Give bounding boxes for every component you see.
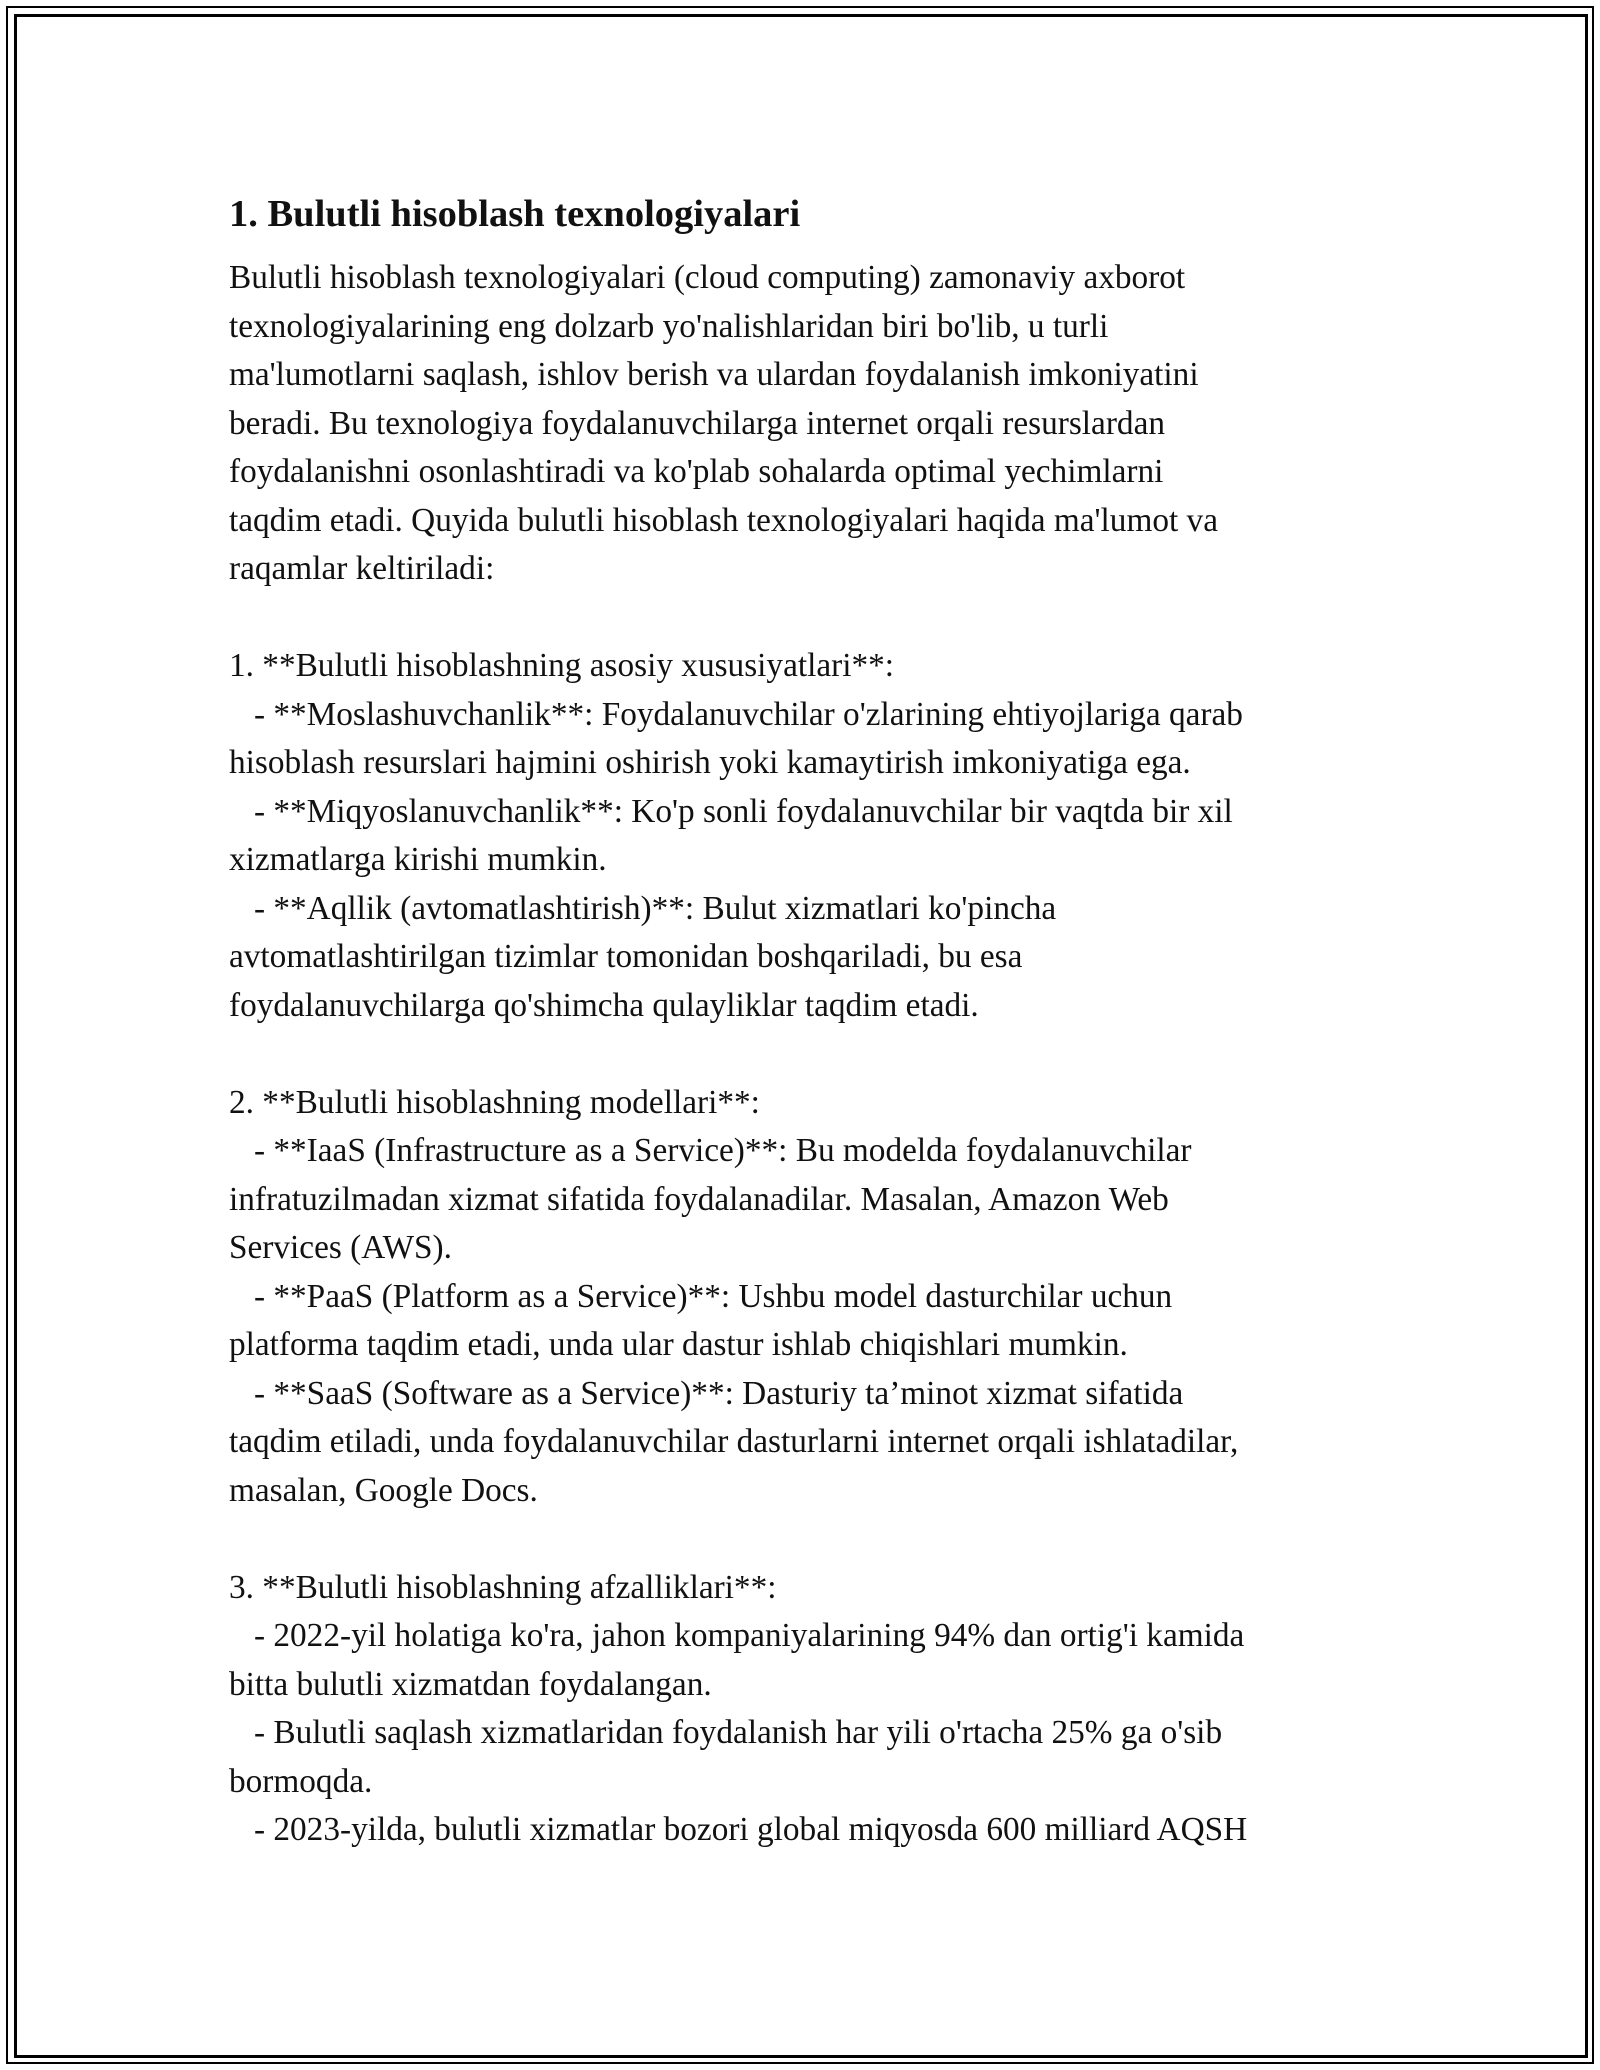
text-line: taqdim etadi. Quyida bulutli hisoblash texnologiyalari haqida ma'lumot va [229,501,1218,539]
text-line: ma'lumotlarni saqlash, ishlov berish va ulardan foydalanish imkoniyatini [229,356,1199,393]
text-line: xizmatlarga kirishi mumkin. [229,841,607,878]
text-line: Bulutli hisoblash texnologiyalari (cloud computing) zamonaviy axborot [229,259,1186,296]
text-line: - **IaaS (Infrastructure as a Service)**: Bu modelda foydalanuvchilar [229,1132,1192,1169]
document-body [229,186,1429,1855]
text-line: beradi. Bu texnologiya foydalanuvchilarga internet orqali resurslardan [229,404,1166,442]
text-line: 3. **Bulutli hisoblashning afzalliklari**: [229,1568,777,1606]
text-line: - Bulutli saqlash xizmatlaridan foydalanish har yili o'rtacha 25% ga o'sib [229,1714,1223,1751]
text-line: 2. **Bulutli hisoblashning modellari**: [229,1083,760,1121]
text-line: - 2023-yilda, bulutli xizmatlar bozori global miqyosda 600 milliard AQSH [229,1811,1248,1848]
text-line: masalan, Google Docs. [229,1471,538,1509]
text-line: - **PaaS (Platform as a Service)**: Ushbu model dasturchilar uchun [229,1277,1173,1315]
blank-line [229,594,1429,643]
text-line: texnologiyalarining eng dolzarb yo'nalishlaridan biri bo'lib, u turli [229,307,1109,345]
text-line: bormoqda. [229,1762,373,1800]
text-line: 1. **Bulutli hisoblashning asosiy xususiyatlari**: [229,647,895,684]
text-line: - 2022-yil holatiga ko'ra, jahon kompaniyalarining 94% dan ortig'i kamida [229,1617,1245,1654]
blank-line [229,1515,1429,1564]
document-title: 1. Bulutli hisoblash texnologiyalari [229,193,801,235]
text-line: - **Aqllik (avtomatlashtirish)**: Bulut xizmatlari ko'pincha [229,889,1057,927]
text-line: foydalanuvchilarga qo'shimcha qulayliklar taqdim etadi. [229,986,979,1024]
text-line: - **Miqyoslanuvchanlik**: Ko'p sonli foydalanuvchilar bir vaqtda bir xil [229,792,1233,830]
document-text [229,254,1429,1855]
text-line: raqamlar keltiriladi: [229,550,495,587]
text-line: hisoblash resurslari hajmini oshirish yoki kamaytirish imkoniyatiga ega. [229,744,1191,781]
text-line: Services (AWS). [229,1229,452,1266]
text-line: avtomatlashtirilgan tizimlar tomonidan boshqariladi, bu esa [229,938,1023,975]
text-line: platforma taqdim etadi, unda ular dastur ishlab chiqishlari mumkin. [229,1326,1128,1363]
text-line: bitta bulutli xizmatdan foydalangan. [229,1665,712,1703]
text-line: - **SaaS (Software as a Service)**: Dasturiy ta’minot xizmat sifatida [229,1374,1184,1412]
blank-line [229,1030,1429,1079]
text-line: foydalanishni osonlashtiradi va ko'plab sohalarda optimal yechimlarni [229,453,1164,490]
text-line: infratuzilmadan xizmat sifatida foydalanadilar. Masalan, Amazon Web [229,1180,1169,1218]
text-line: - **Moslashuvchanlik**: Foydalanuvchilar o'zlarining ehtiyojlariga qarab [229,695,1243,733]
text-line: taqdim etiladi, unda foydalanuvchilar dasturlarni internet orqali ishlatadilar, [229,1423,1239,1460]
